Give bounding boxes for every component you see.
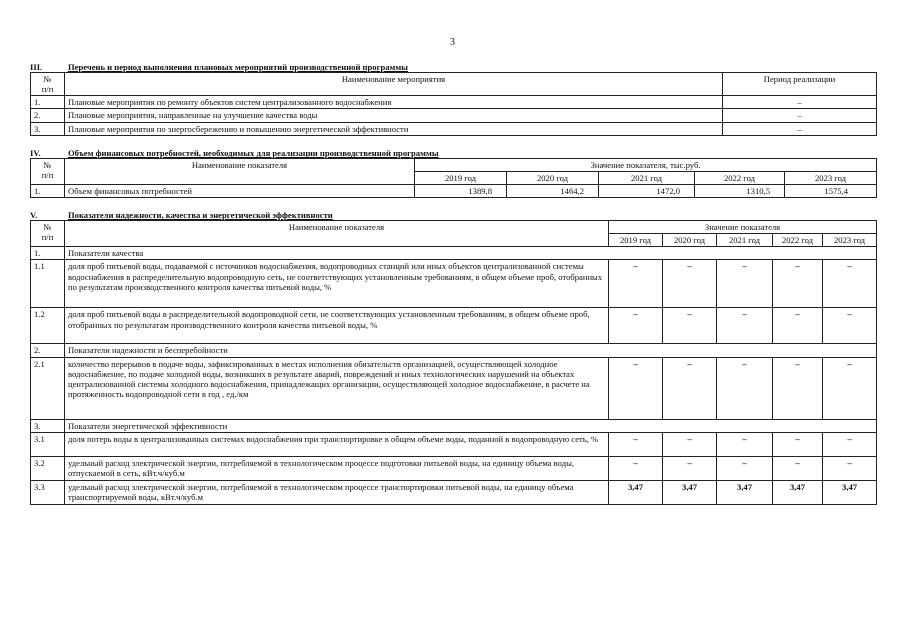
section5-group-row	[31, 419, 877, 432]
section4-number: IV.	[30, 148, 41, 158]
header-name: Наименование показателя	[65, 221, 609, 247]
header-num: № п/п	[31, 221, 65, 247]
page-number: 3	[450, 37, 455, 48]
row-name: доля потерь воды в централизованных системах водоснабжения при транспортировке в общем объеме воды, поданной в водопроводную сеть, %	[65, 432, 609, 456]
row-value: –	[609, 308, 663, 344]
section5-row	[31, 480, 877, 504]
row-num: 1.	[31, 185, 65, 198]
group-name: Показатели надежности и бесперебойности	[65, 344, 877, 357]
row-value: –	[609, 432, 663, 456]
row-period: –	[723, 122, 877, 135]
section3-row	[31, 122, 877, 135]
row-value: –	[773, 308, 823, 344]
section5-table	[30, 220, 877, 505]
section5-row	[31, 432, 877, 456]
row-value: –	[823, 357, 877, 419]
section3-header-row	[31, 73, 877, 96]
section5-row	[31, 357, 877, 419]
row-value: 1389,8	[415, 185, 507, 198]
row-num: 3.	[31, 122, 65, 135]
row-value: –	[663, 456, 717, 480]
row-num: 2.	[31, 109, 65, 122]
row-name: Плановые мероприятия по ремонту объектов систем централизованного водоснабжения	[65, 96, 723, 109]
section5-title: Показатели надежности, качества и энергетической эффективности	[68, 210, 333, 220]
section4-table	[30, 158, 877, 198]
row-num: 3.	[31, 419, 65, 432]
section5-row	[31, 260, 877, 308]
row-value: 1310,5	[695, 185, 785, 198]
row-value: –	[823, 456, 877, 480]
row-name: доля проб питьевой воды, подаваемой с источников водоснабжения, водопроводных станций или иных объектов централизованной системы водоснабжения в распределительную водопроводную сеть, не соответствующих установленным требованиям, в общем объеме проб, отобранных по результатам производственного контроля качества питьевой воды, %	[65, 260, 609, 308]
year-header: 2019 год	[415, 172, 507, 185]
row-value: –	[823, 260, 877, 308]
row-name: Плановые мероприятия, направленные на улучшение качества воды	[65, 109, 723, 122]
header-value: Значение показателя	[609, 221, 877, 234]
row-value: –	[717, 357, 773, 419]
row-value: –	[823, 432, 877, 456]
row-value: –	[609, 260, 663, 308]
row-value: 3,47	[609, 480, 663, 504]
section5-number: V.	[30, 210, 38, 220]
row-name: доля проб питьевой воды в распределительной водопроводной сети, не соответствующих установленным требованиям, в общем объеме проб, отобранных по результатам производственного контроля качества питьевой воды, %	[65, 308, 609, 344]
row-num: 1.	[31, 247, 65, 260]
row-value: –	[773, 432, 823, 456]
row-num: 1.1	[31, 260, 65, 308]
section3-row	[31, 96, 877, 109]
row-value: –	[717, 260, 773, 308]
row-value: –	[717, 432, 773, 456]
group-name: Показатели качества	[65, 247, 877, 260]
row-value: –	[609, 456, 663, 480]
year-header: 2023 год	[823, 234, 877, 247]
row-value: –	[663, 432, 717, 456]
row-value: –	[663, 308, 717, 344]
section5-group-row	[31, 247, 877, 260]
row-value: 3,47	[663, 480, 717, 504]
section3-title: Перечень и период выполнения плановых мероприятий производственной программы	[68, 62, 408, 72]
row-num: 1.	[31, 96, 65, 109]
row-value: –	[773, 456, 823, 480]
row-value: –	[663, 260, 717, 308]
row-name: Объем финансовых потребностей	[65, 185, 415, 198]
header-period: Период реализации	[723, 73, 877, 96]
year-header: 2019 год	[609, 234, 663, 247]
header-num: № п/п	[31, 73, 65, 96]
row-num: 1.2	[31, 308, 65, 344]
row-value: –	[717, 308, 773, 344]
section5-heading	[30, 210, 333, 220]
row-period: –	[723, 109, 877, 122]
row-value: 3,47	[717, 480, 773, 504]
row-value: –	[773, 260, 823, 308]
year-header: 2021 год	[717, 234, 773, 247]
row-value: –	[717, 456, 773, 480]
row-value: –	[823, 308, 877, 344]
row-num: 2.	[31, 344, 65, 357]
header-num: № п/п	[31, 159, 65, 185]
row-num: 3.3	[31, 480, 65, 504]
section5-row	[31, 456, 877, 480]
row-value: –	[663, 357, 717, 419]
row-value: 1472,0	[599, 185, 695, 198]
row-value: –	[609, 357, 663, 419]
section3-number: III.	[30, 62, 43, 72]
row-value: 3,47	[823, 480, 877, 504]
row-value: 1575,4	[785, 185, 877, 198]
section4-title: Объем финансовых потребностей, необходимых для реализации производственной программы	[68, 148, 439, 158]
section5-row	[31, 308, 877, 344]
group-name: Показатели энергетической эффективности	[65, 419, 877, 432]
section5-header-row	[31, 221, 877, 234]
row-name: количество перерывов в подаче воды, зафиксированных в местах исполнения обязательств организацией, осуществляющей холодное водоснабжение, по подаче холодной воды, возникших в результате аварий, повреждений и иных технологических нарушений на объектах централизованной системы холодного водоснабжения, принадлежащих организации, осуществляющей холодное водоснабжение, в расчете на протяженность водопроводной сети в год , ед./км	[65, 357, 609, 419]
year-header: 2023 год	[785, 172, 877, 185]
header-value: Значение показателя, тыс.руб.	[415, 159, 877, 172]
section4-heading	[30, 148, 439, 158]
row-name: Плановые мероприятия по энергосбережению и повышению энергетической эффективности	[65, 122, 723, 135]
row-period: –	[723, 96, 877, 109]
row-num: 2.1	[31, 357, 65, 419]
year-header: 2022 год	[773, 234, 823, 247]
section4-header-row	[31, 159, 877, 172]
section3-row	[31, 109, 877, 122]
row-num: 3.1	[31, 432, 65, 456]
section3-table	[30, 72, 877, 136]
header-name: Наименование показателя	[65, 159, 415, 185]
row-value: 3,47	[773, 480, 823, 504]
section5-group-row	[31, 344, 877, 357]
row-value: –	[773, 357, 823, 419]
year-header: 2021 год	[599, 172, 695, 185]
row-name: удельный расход электрической энергии, потребляемой в технологическом процессе подготовки питьевой воды, на единицу объема воды, отпускаемой в сеть, кВт.ч/куб.м	[65, 456, 609, 480]
year-header: 2020 год	[663, 234, 717, 247]
row-name: удельный расход электрической энергии, потребляемой в технологическом процессе транспортировки питьевой воды, на единицу объема транспортируемой воды, кВт.ч/куб.м	[65, 480, 609, 504]
year-header: 2022 год	[695, 172, 785, 185]
year-header: 2020 год	[507, 172, 599, 185]
row-num: 3.2	[31, 456, 65, 480]
header-name: Наименование мероприятия	[65, 73, 723, 96]
row-value: 1464,2	[507, 185, 599, 198]
section4-row	[31, 185, 877, 198]
section3-heading	[30, 62, 408, 72]
